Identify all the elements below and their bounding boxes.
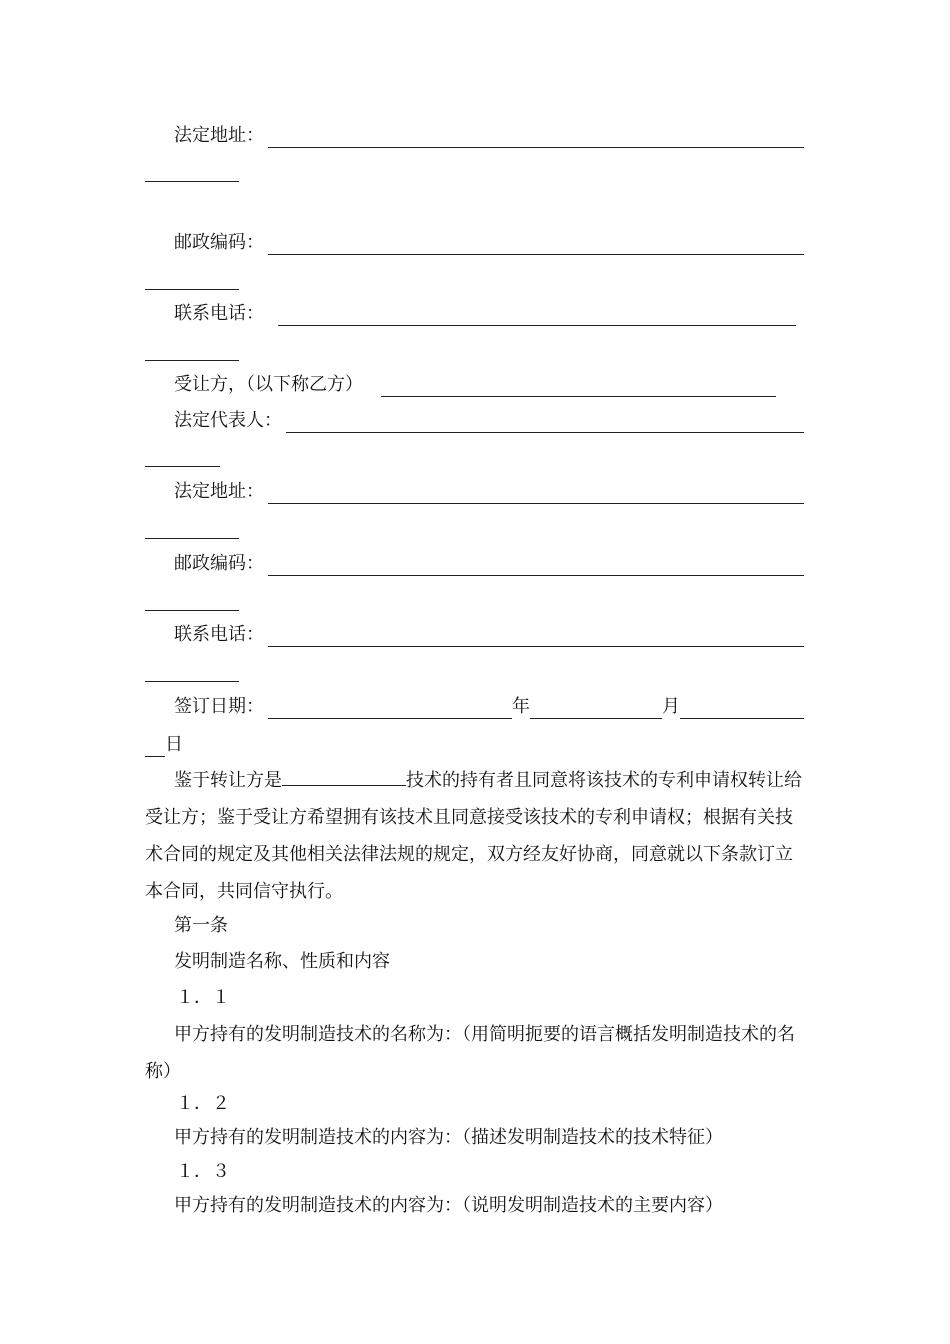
party-a-phone-blank-cont [145,359,239,361]
article-1-subtitle: 发明制造名称、性质和内容 [174,951,390,972]
article-1-title: 第一条 [174,915,228,936]
signing-month-blank[interactable] [530,702,662,719]
signing-year-label: 年 [512,696,530,717]
party-a-postcode-blank[interactable] [268,238,804,255]
preamble-text-2: 技术的持有者且同意将该技术的专利申请权转让给受让方；鉴于受让方希望拥有该技术且同意接受该技术的专利申请权；根据有关技术合同的规定及其他相关法律法规的规定，双方经友好协商，同意就以下条款订立本合同，共同信守执行。 [145,770,802,902]
party-a-address-blank[interactable] [268,131,804,148]
party-b-address-blank[interactable] [268,487,804,504]
party-a-phone-field[interactable] [174,302,796,326]
party-b-representative-label: 法定代表人： [174,410,282,431]
party-b-postcode-label: 邮政编码： [174,553,264,574]
clause-1-3-text: 甲方持有的发明制造技术的内容为：（说明发明制造技术的主要内容） [174,1195,723,1216]
party-b-phone-blank[interactable] [268,630,804,647]
party-b-phone-blank-cont [145,680,239,682]
signing-date-field[interactable] [174,695,804,719]
party-b-representative-field[interactable] [174,409,804,433]
party-a-postcode-field[interactable] [174,231,804,255]
technology-name-blank[interactable] [282,769,406,786]
party-b-heading: 受让方，（以下称乙方） [174,374,363,395]
clause-1-3-number: １．３ [176,1161,230,1182]
party-b-representative-blank-cont [145,465,220,467]
signing-day-blank-cont[interactable] [145,740,165,757]
signing-day-blank[interactable] [680,702,804,719]
party-b-representative-blank[interactable] [286,416,804,433]
party-a-address-field[interactable] [174,124,804,148]
party-a-postcode-label: 邮政编码： [174,232,264,253]
party-b-address-blank-cont [145,537,239,539]
clause-1-1-number: １．１ [176,987,230,1008]
party-b-phone-field[interactable] [174,623,804,647]
clause-1-2-text: 甲方持有的发明制造技术的内容为：（描述发明制造技术的技术特征） [174,1127,723,1148]
signing-day-row [145,733,805,757]
party-b-heading-field[interactable] [174,373,776,397]
preamble-text-1: 鉴于转让方是 [174,770,282,791]
party-a-phone-label: 联系电话： [174,303,264,324]
clause-1-1-text [145,1016,805,1090]
signing-date-label: 签订日期： [174,696,264,717]
party-b-postcode-blank[interactable] [268,559,804,576]
party-b-postcode-field[interactable] [174,552,804,576]
party-a-phone-blank[interactable] [278,309,796,326]
party-a-address-label: 法定地址： [174,125,264,146]
party-b-phone-label: 联系电话： [174,624,264,645]
signing-month-label: 月 [662,696,680,717]
clause-1-1-body: 甲方持有的发明制造技术的名称为：（用简明扼要的语言概括发明制造技术的名称） [145,1024,795,1082]
party-a-address-blank-cont [145,180,239,182]
clause-1-2-number: １．２ [176,1093,230,1114]
party-a-postcode-blank-cont [145,288,239,290]
party-b-address-label: 法定地址： [174,481,264,502]
party-b-name-blank[interactable] [381,380,776,397]
signing-year-blank[interactable] [268,702,512,719]
party-b-address-field[interactable] [174,480,804,504]
preamble-paragraph [145,762,805,910]
party-b-postcode-blank-cont [145,609,239,611]
signing-day-label: 日 [165,734,183,755]
